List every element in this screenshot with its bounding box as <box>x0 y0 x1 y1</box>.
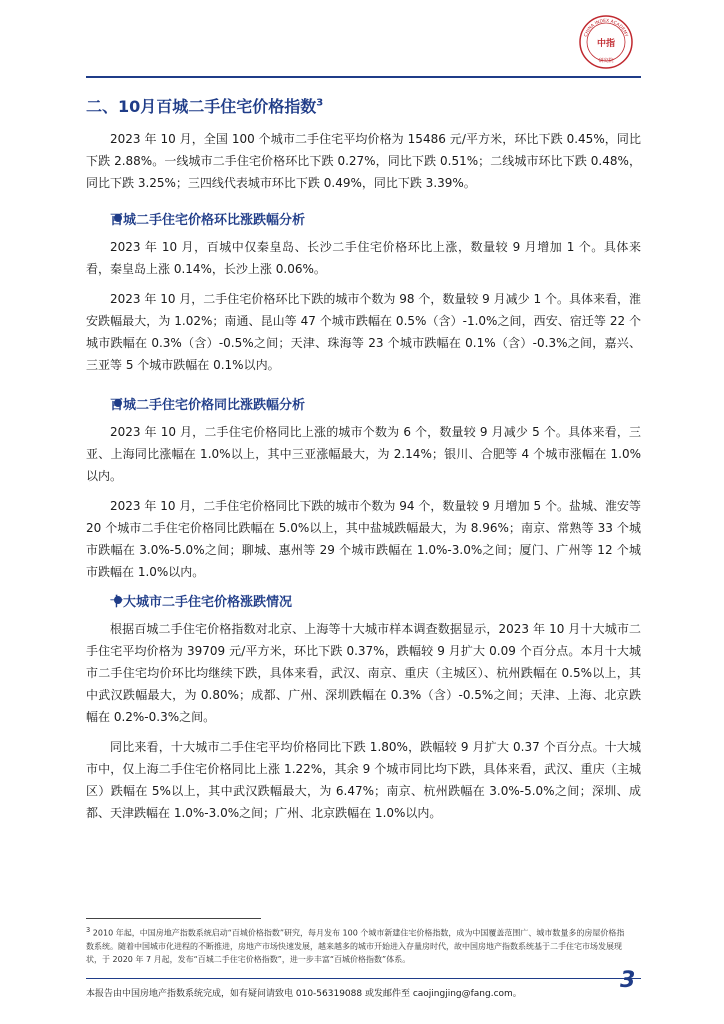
footnote <box>86 924 626 966</box>
page-title-text: 二、10月百城二手住宅价格指数 <box>86 97 317 116</box>
subsection-heading-top10: 十大城市二手住宅价格涨跌情况 <box>110 595 293 610</box>
logo-arc-text: CHINA INDEX ACADEMY <box>583 18 629 38</box>
footnote-marker: 3 <box>86 926 91 934</box>
paragraph-mom-fall: 2023 年 10 月，二手住宅价格环比下跌的城市个数为 98 个，数量较 9 月减少 1 个。具体来看，淮安跌幅最大，为 1.02%；南通、昆山等 47 个城市跌幅在 0.5%（含）-1.0%之间，西安、宿迁等 22 个城市跌幅在 0.3%（含）-0.5%之间；天津、珠海等 23 个城市跌幅在 0.1%（含）-0.3%之间，嘉兴、三亚等 5 个城市跌幅在 0.1%以内。 <box>86 292 641 372</box>
footnote-divider <box>86 918 261 919</box>
paragraph-mom-rise: 2023 年 10 月，百城中仅秦皇岛、长沙二手住宅价格环比上涨，数量较 9 月增加 1 个。具体来看，秦皇岛上涨 0.14%，长沙上涨 0.06%。 <box>86 240 641 276</box>
footer-divider <box>86 978 641 979</box>
header-divider <box>86 76 641 78</box>
paragraph-top10-mom: 根据百城二手住宅价格指数对北京、上海等十大城市样本调查数据显示，2023 年 10 月十大城市二手住宅平均价格为 39709 元/平方米，环比下跌 0.37%，跌幅较 9 月扩大 0.09 个百分点。本月十大城市二手住宅均价环比均继续下跌，具体来看，武汉、南京、重庆（主城区）、杭州跌幅在 0.5%以上，其中武汉跌幅最大，为 0.80%；成都、广州、深圳跌幅在 0.3%（含）-0.5%之间；天津、上海、北京跌幅在 0.2%-0.3%之间。 <box>86 622 641 724</box>
paragraph-top10-yoy: 同比来看，十大城市二手住宅平均价格同比下跌 1.80%，跌幅较 9 月扩大 0.37 个百分点。十大城市中，仅上海二手住宅价格同比上涨 1.22%，其余 9 个城市同比均下跌，具体来看，武汉、重庆（主城区）跌幅在 5%以上，其中武汉跌幅最大，为 6.47%；南京、杭州跌幅在 3.0%-5.0%之间；深圳、成都、天津跌幅在 1.0%-3.0%之间；广州、北京跌幅在 1.0%以内。 <box>86 740 641 820</box>
china-index-academy-seal-icon <box>578 14 634 70</box>
subsection-heading-mom: 百城二手住宅价格环比涨跌幅分析 <box>110 213 306 228</box>
subsection-heading-yoy: 百城二手住宅价格同比涨跌幅分析 <box>110 398 306 413</box>
page-title <box>86 94 323 117</box>
page-number: 3 <box>620 968 636 993</box>
logo-bottom-text: 研究院 <box>598 58 614 64</box>
footnote-ref: 3 <box>316 97 324 109</box>
footer-contact: 本报告由中国房地产指数系统完成，如有疑问请致电 010-56319088 或发邮件至 caojingjing@fang.com。 <box>86 989 522 999</box>
footnote-text: 2010 年起，中国房地产指数系统启动“百城价格指数”研究，每月发布 100 个城市新建住宅价格指数，成为中国覆盖范围广、城市数量多的房屋价格指数系统。随着中国城市化进程的不断推进，房地产市场快速发展，越来越多的城市开始进入存量房时代，故中国房地产指数系统基于二手住宅市场发展现状，于 2020 年 7 月起，发布“百城二手住宅价格指数”，进一步丰富“百城价格指数”体系。 <box>86 928 625 964</box>
intro-paragraph: 2023 年 10 月，全国 100 个城市二手住宅平均价格为 15486 元/平方米，环比下跌 0.45%，同比下跌 2.88%。一线城市二手住宅价格环比下跌 0.27%，同比下跌 0.51%；二线城市环比下跌 0.48%，同比下跌 3.25%；三四线代表城市环比下跌 0.49%，同比下跌 3.39%。 <box>86 132 641 190</box>
paragraph-yoy-rise: 2023 年 10 月，二手住宅价格同比上涨的城市个数为 6 个，数量较 9 月减少 5 个。具体来看，三亚、上海同比涨幅在 1.0%以上，其中三亚涨幅最大，为 2.14%；银川、合肥等 4 个城市涨幅在 1.0%以内。 <box>86 425 641 483</box>
paragraph-yoy-fall: 2023 年 10 月，二手住宅价格同比下跌的城市个数为 94 个，数量较 9 月增加 5 个。盐城、淮安等 20 个城市二手住宅价格同比跌幅在 5.0%以上，其中盐城跌幅最大，为 8.96%；南京、常熟等 33 个城市跌幅在 3.0%-5.0%之间；聊城、惠州等 29 个城市跌幅在 1.0%-3.0%之间；厦门、广州等 12 个城市跌幅在 1.0%以内。 <box>86 499 641 579</box>
logo-center-text: 中指 <box>596 39 616 49</box>
